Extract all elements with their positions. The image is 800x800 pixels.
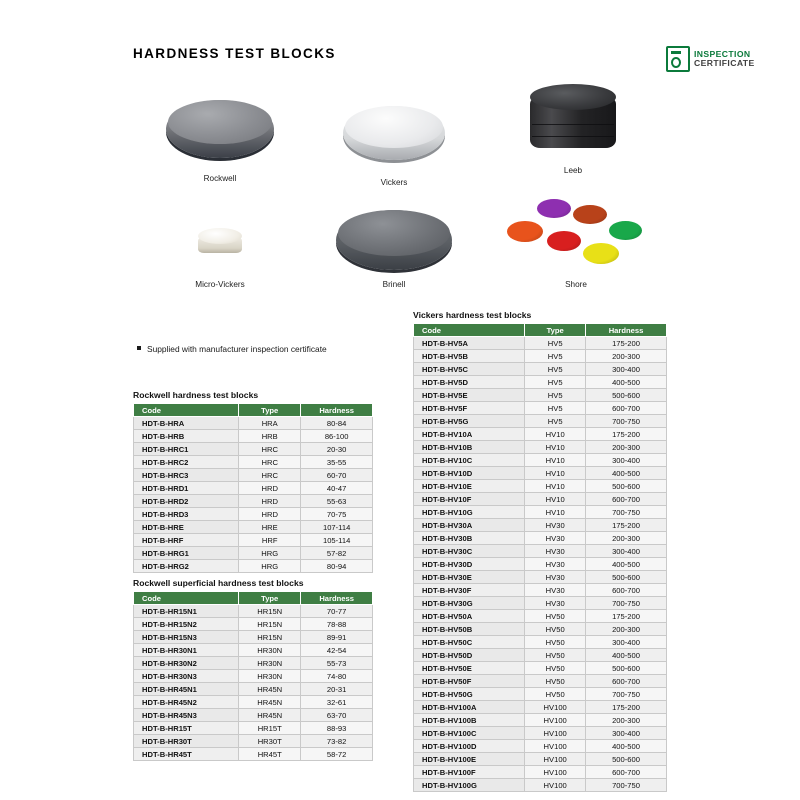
page-title: HARDNESS TEST BLOCKS — [133, 46, 336, 61]
product-vickers — [329, 92, 459, 187]
table-row — [414, 441, 667, 454]
table-row — [134, 469, 373, 482]
table-row — [134, 443, 373, 456]
cell-type: HV100 — [525, 714, 586, 727]
cell-hardness: 63-70 — [301, 709, 373, 722]
table-row — [134, 748, 373, 761]
cell-type: HRD — [239, 495, 301, 508]
cell-code: HDT-B-HV50D — [414, 649, 525, 662]
cell-type: HV100 — [525, 727, 586, 740]
table-row — [134, 631, 373, 644]
cell-code: HDT-B-HV10E — [414, 480, 525, 493]
cell-code: HDT-B-HRC1 — [134, 443, 239, 456]
cell-hardness: 88-93 — [301, 722, 373, 735]
table-row — [414, 428, 667, 441]
table-row — [414, 623, 667, 636]
table-row — [414, 779, 667, 792]
cell-type: HRD — [239, 508, 301, 521]
cell-code: HDT-B-HV50F — [414, 675, 525, 688]
cell-code: HDT-B-HRC2 — [134, 456, 239, 469]
table-row — [134, 722, 373, 735]
table-row — [134, 683, 373, 696]
certificate-note-text: Supplied with manufacturer inspection certificate — [147, 344, 327, 354]
cell-type: HV100 — [525, 766, 586, 779]
cell-type: HV10 — [525, 441, 586, 454]
cell-type: HR45N — [239, 709, 301, 722]
cell-type: HRC — [239, 456, 301, 469]
cell-type: HRB — [239, 430, 301, 443]
cell-type: HV100 — [525, 753, 586, 766]
table-row — [414, 493, 667, 506]
table-row — [134, 709, 373, 722]
cell-hardness: 55-73 — [301, 657, 373, 670]
table-row — [414, 402, 667, 415]
cell-type: HV10 — [525, 428, 586, 441]
cell-code: HDT-B-HR30N1 — [134, 644, 239, 657]
cell-type: HV10 — [525, 467, 586, 480]
shore-disc — [507, 221, 543, 242]
cell-type: HV10 — [525, 480, 586, 493]
cell-hardness: 300-400 — [586, 727, 667, 740]
cell-type: HV100 — [525, 701, 586, 714]
table-row — [414, 363, 667, 376]
cell-code: HDT-B-HV10D — [414, 467, 525, 480]
table-row — [134, 430, 373, 443]
product-caption: Vickers — [380, 178, 408, 187]
table-row — [414, 701, 667, 714]
product-rockwell — [155, 88, 285, 183]
table-row — [134, 508, 373, 521]
cell-code: HDT-B-HR30N2 — [134, 657, 239, 670]
cell-hardness: 80-94 — [301, 560, 373, 573]
product-leeb — [508, 80, 638, 175]
cell-hardness: 89-91 — [301, 631, 373, 644]
column-header-code: Code — [134, 592, 239, 605]
cell-type: HR15N — [239, 605, 301, 618]
cell-hardness: 500-600 — [586, 662, 667, 675]
cell-hardness: 600-700 — [586, 766, 667, 779]
cell-type: HRE — [239, 521, 301, 534]
cell-code: HDT-B-HV10A — [414, 428, 525, 441]
product-micro-vickers — [155, 210, 285, 289]
cell-hardness: 700-750 — [586, 688, 667, 701]
cell-type: HR45T — [239, 748, 301, 761]
cell-hardness: 57-82 — [301, 547, 373, 560]
cell-type: HV50 — [525, 649, 586, 662]
cell-hardness: 175-200 — [586, 337, 667, 350]
cell-hardness: 20-30 — [301, 443, 373, 456]
table-header-row — [134, 592, 373, 605]
rockwell-block-image — [155, 88, 285, 170]
cell-type: HV5 — [525, 337, 586, 350]
cell-type: HV50 — [525, 688, 586, 701]
cell-hardness: 600-700 — [586, 675, 667, 688]
cell-code: HDT-B-HRG2 — [134, 560, 239, 573]
cell-code: HDT-B-HR15N3 — [134, 631, 239, 644]
column-header-type: Type — [525, 324, 586, 337]
cell-hardness: 400-500 — [586, 740, 667, 753]
cell-hardness: 200-300 — [586, 532, 667, 545]
column-header-type: Type — [239, 592, 301, 605]
cell-type: HV30 — [525, 584, 586, 597]
table-row — [414, 727, 667, 740]
cell-type: HR30N — [239, 670, 301, 683]
cell-hardness: 300-400 — [586, 545, 667, 558]
table-row — [414, 766, 667, 779]
cell-type: HV50 — [525, 636, 586, 649]
cell-hardness: 700-750 — [586, 779, 667, 792]
product-caption: Leeb — [563, 166, 583, 175]
table-row — [414, 506, 667, 519]
cell-hardness: 40-47 — [301, 482, 373, 495]
bullet-square-icon — [137, 346, 141, 350]
cell-type: HR30T — [239, 735, 301, 748]
table-row — [414, 558, 667, 571]
cell-type: HR30N — [239, 644, 301, 657]
cell-type: HV5 — [525, 402, 586, 415]
shore-block-image — [501, 204, 651, 276]
cell-code: HDT-B-HR15N2 — [134, 618, 239, 631]
table-title: Rockwell superficial hardness test blocks — [133, 578, 304, 588]
table-row — [134, 417, 373, 430]
cell-type: HV10 — [525, 493, 586, 506]
table-row — [134, 657, 373, 670]
cell-hardness: 80-84 — [301, 417, 373, 430]
cell-hardness: 86-100 — [301, 430, 373, 443]
cell-type: HR45N — [239, 696, 301, 709]
vickers-table-block — [413, 310, 667, 792]
cell-code: HDT-B-HV5A — [414, 337, 525, 350]
table-row — [134, 735, 373, 748]
rockwell-superficial-table-block — [133, 578, 373, 761]
cell-type: HV10 — [525, 454, 586, 467]
cell-type: HR15N — [239, 631, 301, 644]
cell-hardness: 300-400 — [586, 363, 667, 376]
cell-code: HDT-B-HV50G — [414, 688, 525, 701]
cell-type: HV10 — [525, 506, 586, 519]
column-header-hardness: Hardness — [301, 592, 373, 605]
column-header-hardness: Hardness — [586, 324, 667, 337]
cell-type: HV50 — [525, 623, 586, 636]
table-row — [134, 644, 373, 657]
cell-type: HV30 — [525, 532, 586, 545]
cell-hardness: 58-72 — [301, 748, 373, 761]
cell-hardness: 175-200 — [586, 519, 667, 532]
table-row — [134, 605, 373, 618]
cell-hardness: 300-400 — [586, 454, 667, 467]
certificate-logo-line2: CERTIFICATE — [694, 58, 755, 68]
table-title: Vickers hardness test blocks — [413, 310, 532, 320]
cell-hardness: 73-82 — [301, 735, 373, 748]
cell-code: HDT-B-HV30B — [414, 532, 525, 545]
cell-type: HV5 — [525, 350, 586, 363]
table-row — [414, 610, 667, 623]
cell-code: HDT-B-HV5E — [414, 389, 525, 402]
cell-hardness: 20-31 — [301, 683, 373, 696]
cell-hardness: 700-750 — [586, 415, 667, 428]
cell-hardness: 105-114 — [301, 534, 373, 547]
table-row — [134, 495, 373, 508]
cell-hardness: 35-55 — [301, 456, 373, 469]
shore-disc — [609, 221, 642, 240]
column-header-type: Type — [239, 404, 301, 417]
cell-code: HDT-B-HR45N2 — [134, 696, 239, 709]
cell-hardness: 400-500 — [586, 558, 667, 571]
rockwell-table-block — [133, 390, 373, 573]
product-gallery — [133, 80, 673, 308]
cell-type: HV5 — [525, 415, 586, 428]
cell-hardness: 74-80 — [301, 670, 373, 683]
table-row — [134, 482, 373, 495]
table-row — [414, 753, 667, 766]
cell-code: HDT-B-HRD2 — [134, 495, 239, 508]
table-row — [134, 560, 373, 573]
cell-type: HR15T — [239, 722, 301, 735]
column-header-code: Code — [134, 404, 239, 417]
cell-hardness: 70-77 — [301, 605, 373, 618]
cell-type: HV30 — [525, 597, 586, 610]
cell-code: HDT-B-HV5F — [414, 402, 525, 415]
product-shore — [501, 204, 651, 289]
cell-type: HV50 — [525, 675, 586, 688]
table-row — [414, 415, 667, 428]
shore-disc — [537, 199, 571, 218]
column-header-hardness: Hardness — [301, 404, 373, 417]
cell-hardness: 700-750 — [586, 597, 667, 610]
table-row — [414, 662, 667, 675]
table-row — [134, 534, 373, 547]
cell-hardness: 500-600 — [586, 753, 667, 766]
cell-code: HDT-B-HRD1 — [134, 482, 239, 495]
cell-hardness: 42-54 — [301, 644, 373, 657]
cell-code: HDT-B-HR45N3 — [134, 709, 239, 722]
cell-code: HDT-B-HV50A — [414, 610, 525, 623]
table-row — [414, 675, 667, 688]
table-row — [414, 636, 667, 649]
cell-code: HDT-B-HRC3 — [134, 469, 239, 482]
cell-code: HDT-B-HV5D — [414, 376, 525, 389]
table-row — [414, 480, 667, 493]
table-row — [414, 389, 667, 402]
table-title: Rockwell hardness test blocks — [133, 390, 259, 400]
product-caption: Shore — [565, 280, 587, 289]
cell-hardness: 500-600 — [586, 480, 667, 493]
cell-code: HDT-B-HV100B — [414, 714, 525, 727]
cell-code: HDT-B-HV30G — [414, 597, 525, 610]
table-row — [414, 337, 667, 350]
cell-code: HDT-B-HV10C — [414, 454, 525, 467]
shore-disc — [573, 205, 607, 224]
cell-hardness: 200-300 — [586, 350, 667, 363]
vickers-block-image — [329, 92, 459, 174]
shore-disc — [583, 243, 619, 264]
table-row — [134, 618, 373, 631]
cell-hardness: 400-500 — [586, 376, 667, 389]
cell-code: HDT-B-HR15N1 — [134, 605, 239, 618]
cell-hardness: 400-500 — [586, 467, 667, 480]
cell-hardness: 600-700 — [586, 493, 667, 506]
cell-hardness: 78-88 — [301, 618, 373, 631]
micro-vickers-block-image — [155, 210, 285, 276]
cell-hardness: 600-700 — [586, 402, 667, 415]
cell-hardness: 200-300 — [586, 714, 667, 727]
table-row — [414, 597, 667, 610]
certificate-icon — [666, 46, 690, 72]
cell-hardness: 500-600 — [586, 571, 667, 584]
cell-type: HV30 — [525, 545, 586, 558]
table-row — [414, 467, 667, 480]
cell-type: HR30N — [239, 657, 301, 670]
cell-code: HDT-B-HV50C — [414, 636, 525, 649]
table-header-row — [414, 324, 667, 337]
cell-hardness: 175-200 — [586, 701, 667, 714]
cell-code: HDT-B-HV5C — [414, 363, 525, 376]
column-header-code: Code — [414, 324, 525, 337]
cell-code: HDT-B-HRB — [134, 430, 239, 443]
cell-code: HDT-B-HRG1 — [134, 547, 239, 560]
cell-hardness: 200-300 — [586, 623, 667, 636]
cell-type: HR45N — [239, 683, 301, 696]
cell-hardness: 175-200 — [586, 610, 667, 623]
table-row — [134, 670, 373, 683]
cell-code: HDT-B-HR15T — [134, 722, 239, 735]
table-row — [134, 521, 373, 534]
inspection-certificate-logo — [666, 44, 758, 74]
cell-code: HDT-B-HV10B — [414, 441, 525, 454]
certificate-logo-text — [694, 50, 755, 69]
shore-disc — [547, 231, 581, 251]
table-row — [414, 519, 667, 532]
brinell-block-image — [329, 204, 459, 276]
cell-code: HDT-B-HV5G — [414, 415, 525, 428]
cell-code: HDT-B-HV30C — [414, 545, 525, 558]
table-row — [414, 584, 667, 597]
cell-hardness: 60-70 — [301, 469, 373, 482]
cell-type: HV5 — [525, 376, 586, 389]
product-brinell — [329, 204, 459, 289]
cell-code: HDT-B-HV100E — [414, 753, 525, 766]
cell-code: HDT-B-HR30N3 — [134, 670, 239, 683]
cell-code: HDT-B-HR45T — [134, 748, 239, 761]
cell-type: HRC — [239, 443, 301, 456]
cell-type: HV50 — [525, 662, 586, 675]
cell-type: HV5 — [525, 389, 586, 402]
table-row — [134, 547, 373, 560]
vickers-hardness-table — [413, 323, 667, 792]
cell-code: HDT-B-HV30E — [414, 571, 525, 584]
cell-code: HDT-B-HV30F — [414, 584, 525, 597]
cell-hardness: 55-63 — [301, 495, 373, 508]
cell-code: HDT-B-HV100A — [414, 701, 525, 714]
table-row — [414, 376, 667, 389]
cell-hardness: 600-700 — [586, 584, 667, 597]
table-row — [414, 688, 667, 701]
cell-code: HDT-B-HRF — [134, 534, 239, 547]
cell-type: HV30 — [525, 519, 586, 532]
table-row — [414, 454, 667, 467]
cell-code: HDT-B-HV50B — [414, 623, 525, 636]
cell-code: HDT-B-HR30T — [134, 735, 239, 748]
cell-code: HDT-B-HV100C — [414, 727, 525, 740]
leeb-block-image — [508, 80, 638, 162]
table-row — [414, 714, 667, 727]
cell-hardness: 175-200 — [586, 428, 667, 441]
cell-hardness: 700-750 — [586, 506, 667, 519]
cell-hardness: 200-300 — [586, 441, 667, 454]
product-caption: Brinell — [382, 280, 406, 289]
cell-code: HDT-B-HV10G — [414, 506, 525, 519]
cell-type: HRD — [239, 482, 301, 495]
cell-hardness: 32-61 — [301, 696, 373, 709]
cell-code: HDT-B-HRE — [134, 521, 239, 534]
cell-type: HRA — [239, 417, 301, 430]
cell-type: HRF — [239, 534, 301, 547]
cell-code: HDT-B-HV100D — [414, 740, 525, 753]
cell-hardness: 70-75 — [301, 508, 373, 521]
rockwell-hardness-table — [133, 403, 373, 573]
table-row — [414, 350, 667, 363]
table-row — [414, 545, 667, 558]
cell-hardness: 500-600 — [586, 389, 667, 402]
cell-type: HV5 — [525, 363, 586, 376]
table-row — [414, 740, 667, 753]
cell-type: HV50 — [525, 610, 586, 623]
cell-type: HRC — [239, 469, 301, 482]
cell-code: HDT-B-HR45N1 — [134, 683, 239, 696]
certificate-logo-line1: INSPECTION — [694, 48, 751, 59]
table-row — [134, 696, 373, 709]
table-row — [414, 571, 667, 584]
cell-hardness: 107-114 — [301, 521, 373, 534]
cell-code: HDT-B-HRD3 — [134, 508, 239, 521]
cell-code: HDT-B-HV100G — [414, 779, 525, 792]
product-caption: Rockwell — [203, 174, 237, 183]
cell-type: HV30 — [525, 571, 586, 584]
product-caption: Micro-Vickers — [195, 280, 245, 289]
cell-hardness: 300-400 — [586, 636, 667, 649]
cell-type: HR15N — [239, 618, 301, 631]
cell-type: HV30 — [525, 558, 586, 571]
table-row — [414, 649, 667, 662]
cell-type: HRG — [239, 560, 301, 573]
cell-code: HDT-B-HV5B — [414, 350, 525, 363]
table-header-row — [134, 404, 373, 417]
table-row — [134, 456, 373, 469]
cell-type: HV100 — [525, 779, 586, 792]
cell-type: HV100 — [525, 740, 586, 753]
cell-code: HDT-B-HV30D — [414, 558, 525, 571]
cell-code: HDT-B-HV100F — [414, 766, 525, 779]
rockwell-superficial-hardness-table — [133, 591, 373, 761]
cell-code: HDT-B-HV10F — [414, 493, 525, 506]
certificate-note — [137, 344, 327, 354]
cell-hardness: 400-500 — [586, 649, 667, 662]
cell-code: HDT-B-HV30A — [414, 519, 525, 532]
table-row — [414, 532, 667, 545]
cell-code: HDT-B-HV50E — [414, 662, 525, 675]
cell-code: HDT-B-HRA — [134, 417, 239, 430]
cell-type: HRG — [239, 547, 301, 560]
